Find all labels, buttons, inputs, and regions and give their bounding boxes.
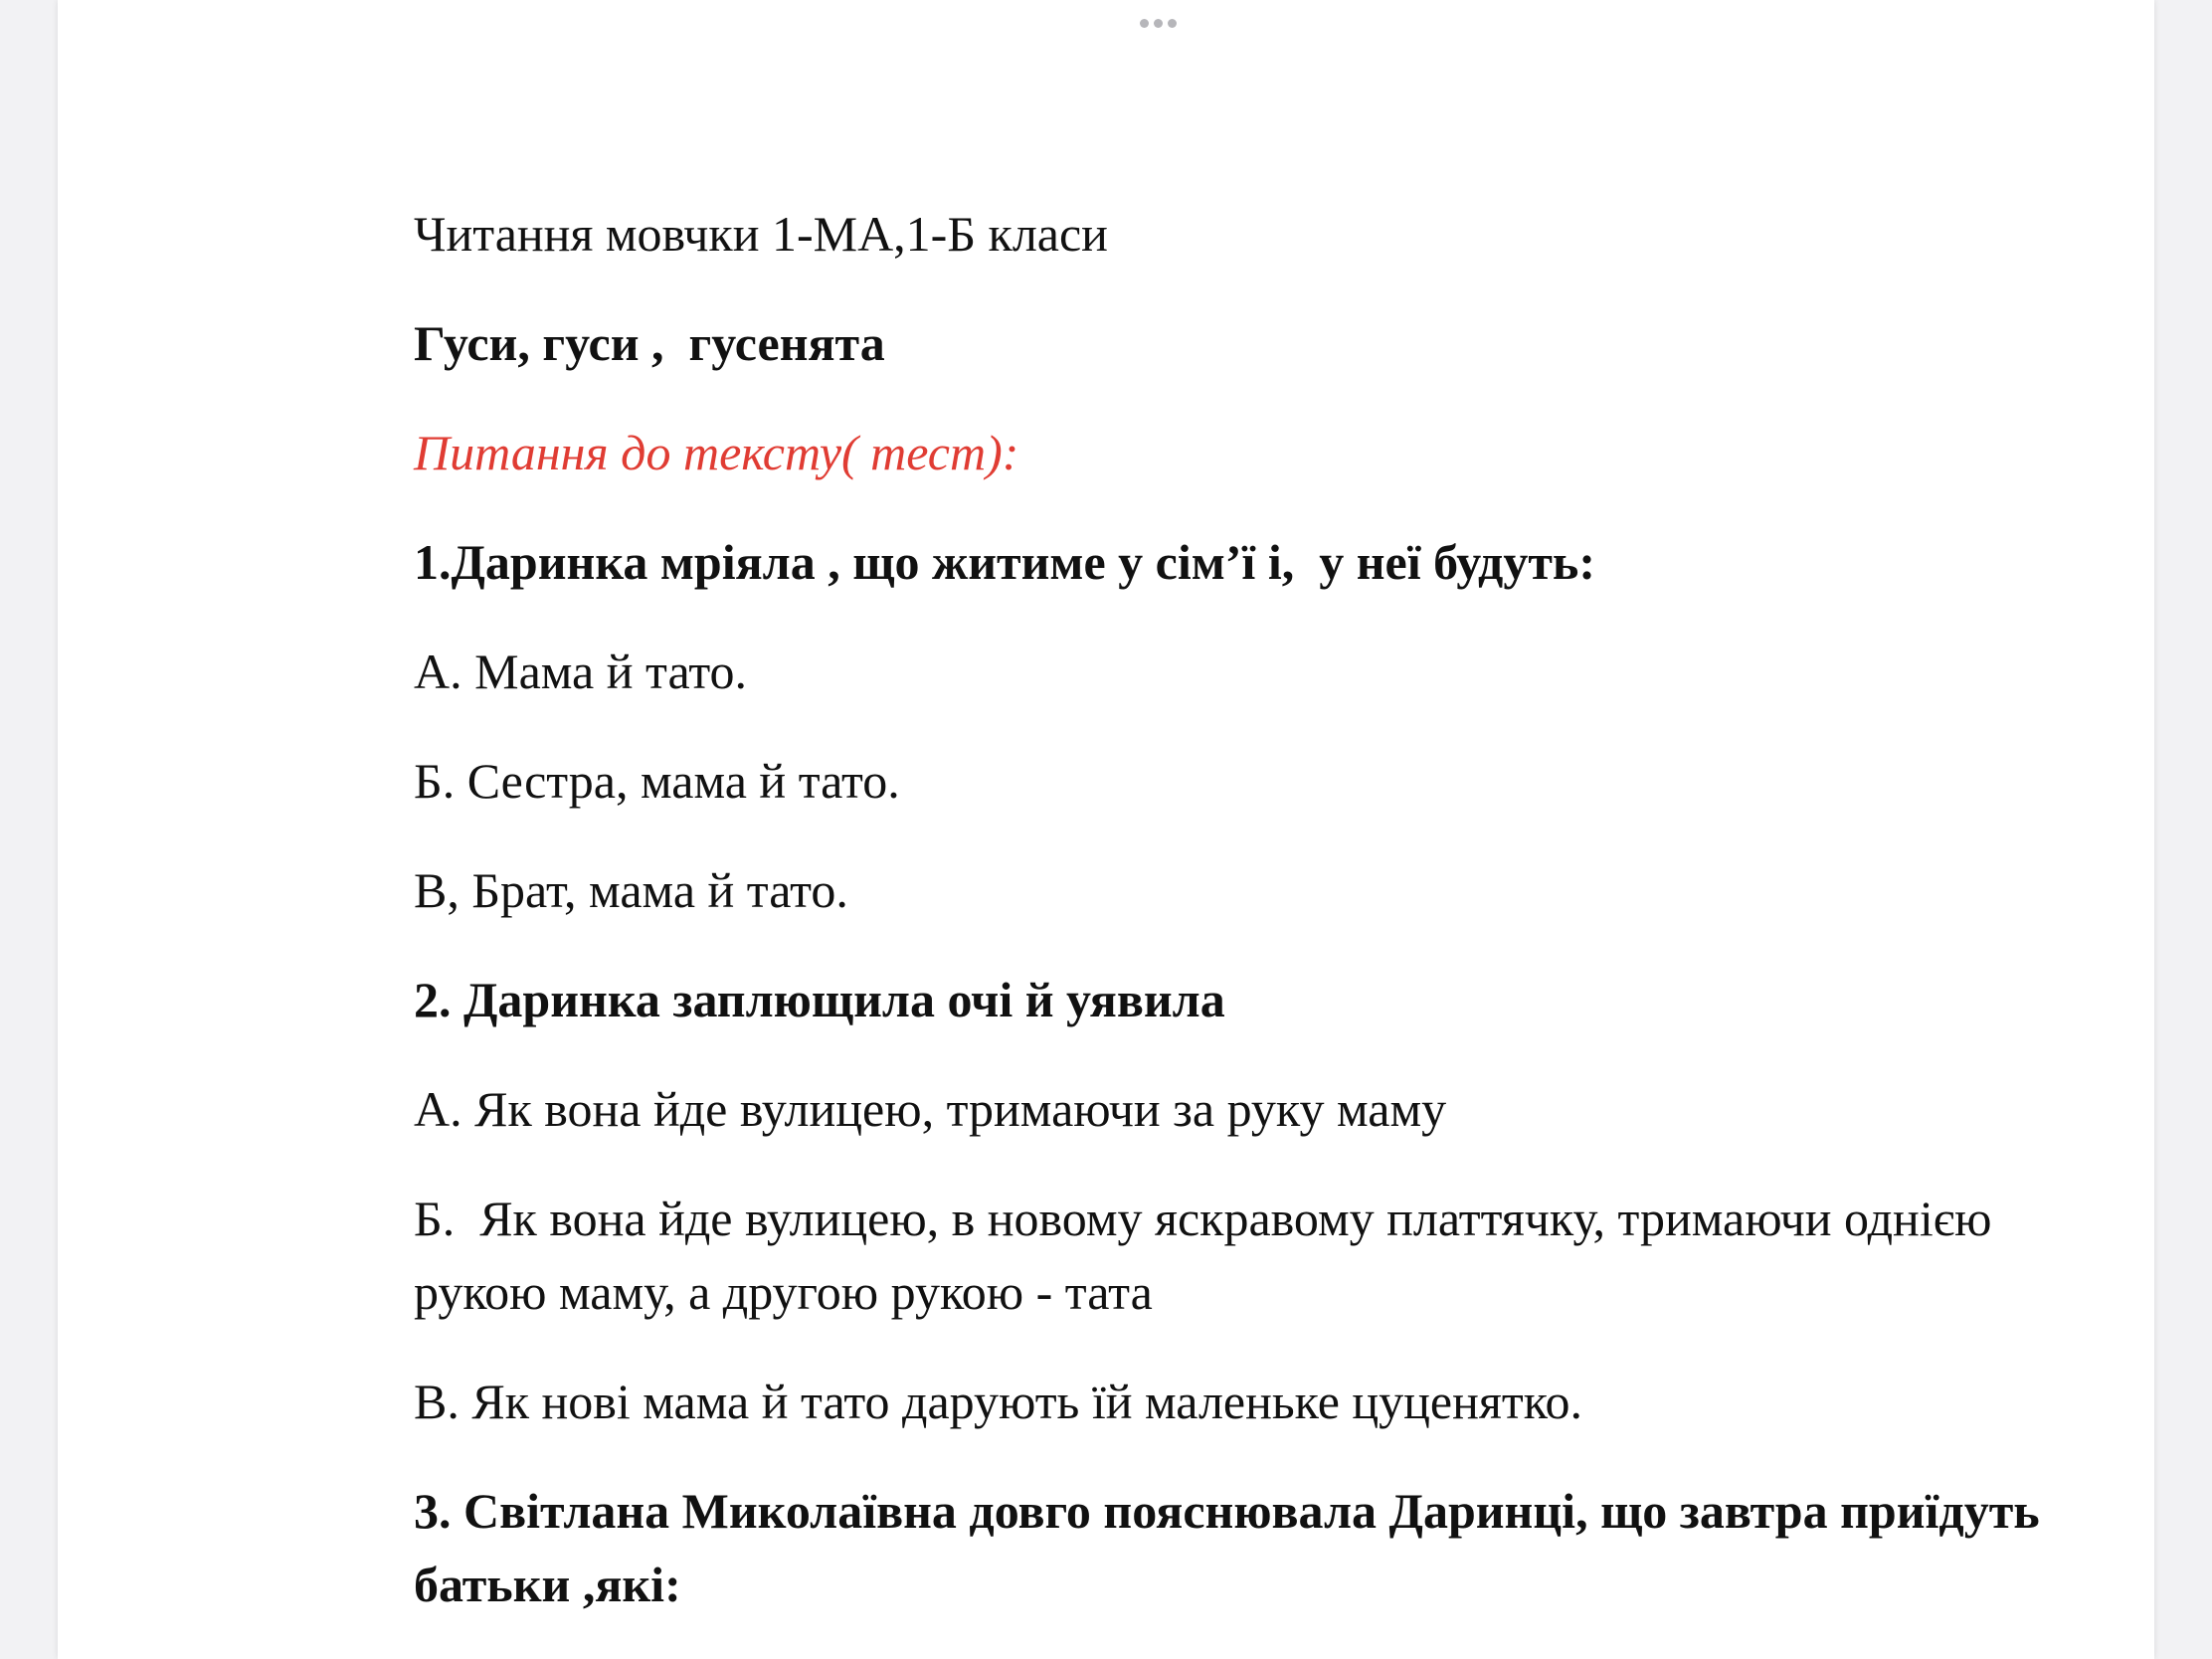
document-body xyxy=(414,197,2065,1657)
question-1: 1.Даринка мріяла , що житиме у сім’ї і, у неї будуть: xyxy=(414,534,1595,590)
answer-1b: Б. Сестра, мама й тато. xyxy=(414,753,900,809)
document-title: Гуси, гуси , гусенята xyxy=(414,315,885,371)
answer-2a: А. Як вона йде вулицею, тримаючи за руку маму xyxy=(414,1081,1447,1137)
answer-1c: В, Брат, мама й тато. xyxy=(414,862,848,918)
question-2: 2. Даринка заплющила очі й уявила xyxy=(414,972,1225,1027)
section-label: Питання до тексту( тест): xyxy=(414,425,1019,480)
answer-2b: Б. Як вона йде вулицею, в новому яскравому платтячку, тримаючи однією рукою маму, а другою рукою - тата xyxy=(414,1191,2005,1320)
dot xyxy=(1154,19,1163,28)
question-3: 3. Світлана Миколаївна довго пояснювала Даринці, що завтра приїдуть батьки ,які: xyxy=(414,1483,2053,1612)
answer-1a: А. Мама й тато. xyxy=(414,644,748,699)
document-page xyxy=(58,0,2154,1659)
document-heading: Читання мовчки 1-МА,1-Б класи xyxy=(414,206,1108,262)
dot xyxy=(1140,19,1149,28)
dot xyxy=(1168,19,1177,28)
answer-2c: В. Як нові мама й тато дарують їй маленьке цуценятко. xyxy=(414,1374,1582,1429)
more-dots-icon[interactable] xyxy=(1140,19,1177,28)
